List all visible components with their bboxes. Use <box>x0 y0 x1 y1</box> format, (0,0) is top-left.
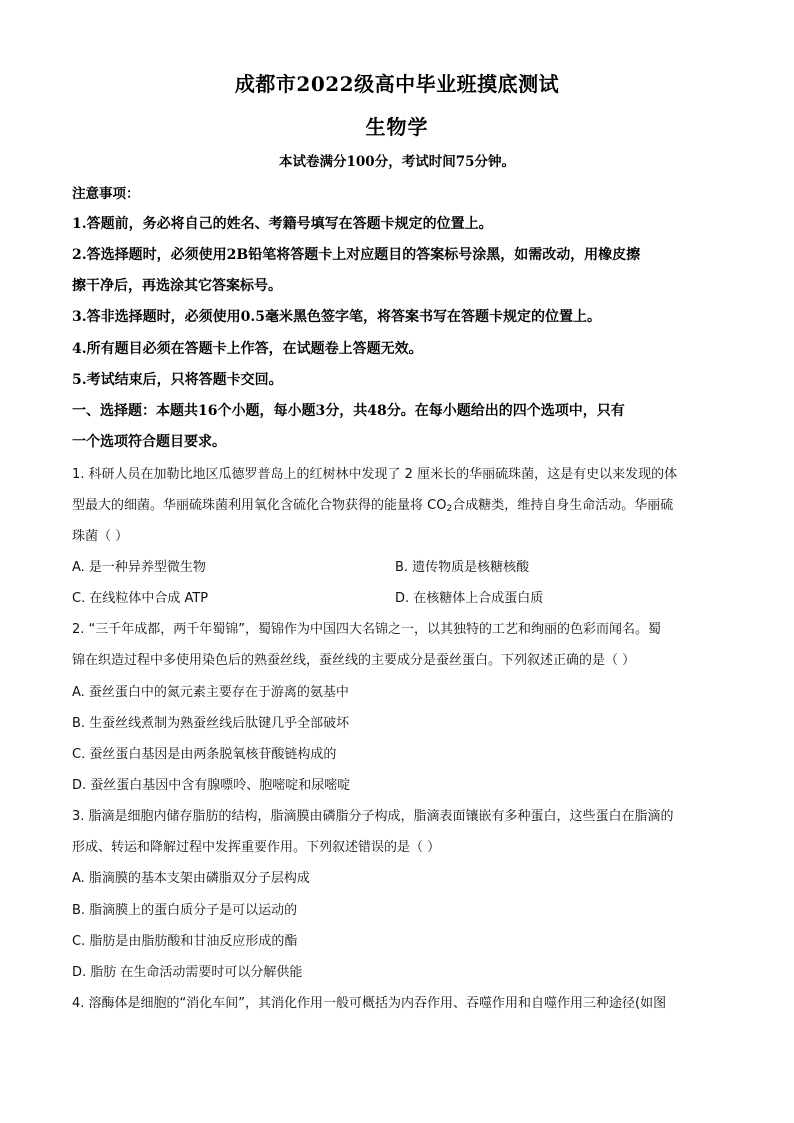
q3-stem-line-1: 3. 脂滴是细胞内储存脂肪的结构，脂滴膜由磷脂分子构成，脂滴表面镶嵌有多种蛋白，这些蛋白在脂滴的 <box>72 809 674 824</box>
q1-stem-line-1: 1. 科研人员在加勒比地区瓜德罗普岛上的红树林中发现了 2 厘米长的华丽硫珠菌，这是有史以来发现的体 <box>72 467 678 482</box>
q3-option-d: D. 脂肪 在生命活动需要时可以分解供能 <box>72 965 303 980</box>
section-1-heading-line-2: 一个选项符合题目要求。 <box>72 434 226 450</box>
note-item-2-line-2: 擦干净后，再选涂其它答案标号。 <box>72 278 282 294</box>
q1-option-d: D. 在核糖体上合成蛋白质 <box>395 591 544 606</box>
notes-heading: 注意事项： <box>72 186 140 202</box>
note-item-1: 1.答题前，务必将自己的姓名、考籍号填写在答题卡规定的位置上。 <box>72 216 493 232</box>
q1-option-c: C. 在线粒体中合成 ATP <box>72 591 209 606</box>
q4-stem-line-1: 4. 溶酶体是细胞的“消化车间”，其消化作用一般可概括为内吞作用、吞噬作用和自噬作用三种途径(如图 <box>72 996 667 1011</box>
q1-option-b: B. 遗传物质是核糖核酸 <box>395 560 530 575</box>
exam-title: 成都市2022级高中毕业班摸底测试 <box>234 72 560 96</box>
exam-subject: 生物学 <box>365 115 429 139</box>
q1-stem-line-2: 型最大的细菌。华丽硫珠菌利用氧化含硫化合物获得的能量将 $CO_2$合成糖类，维持自身生命活动。华丽硫 <box>72 498 674 514</box>
note-item-4: 4.所有题目必须在答题卡上作答，在试题卷上答题无效。 <box>72 341 423 357</box>
q2-option-d: D. 蚕丝蛋白基因中含有腺嘌呤、胞嘧啶和尿嘧啶 <box>72 778 351 793</box>
q1-stem-line-3: 珠菌（ ） <box>72 529 129 544</box>
q3-option-b: B. 脂滴膜上的蛋白质分子是可以运动的 <box>72 903 298 918</box>
q3-option-a: A. 脂滴膜的基本支架由磷脂双分子层构成 <box>72 871 310 886</box>
note-item-3: 3.答非选择题时，必须使用0.5毫米黑色签字笔，将答案书写在答题卡规定的位置上。 <box>72 309 601 325</box>
q2-option-c: C. 蚕丝蛋白基因是由两条脱氧核苷酸链构成的 <box>72 747 337 762</box>
exam-info: 本试卷满分100分，考试时间75分钟。 <box>279 154 515 170</box>
q3-stem-line-2: 形成、转运和降解过程中发挥重要作用。下列叙述错误的是（ ） <box>72 840 441 855</box>
q2-stem-line-1: 2. “三千年成都，两千年蜀锦”，蜀锦作为中国四大名锦之一，以其独特的工艺和绚丽的色彩而闻名。蜀 <box>72 622 662 637</box>
q2-option-b: B. 生蚕丝线煮制为熟蚕丝线后肽键几乎全部破坏 <box>72 716 350 731</box>
q2-stem-line-2: 锦在织造过程中多使用染色后的熟蚕丝线，蚕丝线的主要成分是蚕丝蛋白。下列叙述正确的是（ ） <box>72 653 636 668</box>
note-item-2-line-1: 2.答选择题时，必须使用2B铅笔将答题卡上对应题目的答案标号涂黑，如需改动，用橡皮擦 <box>72 247 641 263</box>
q3-option-c: C. 脂肪是由脂肪酸和甘油反应形成的酯 <box>72 934 298 949</box>
q2-option-a: A. 蚕丝蛋白中的氮元素主要存在于游离的氨基中 <box>72 685 349 700</box>
q1-option-a: A. 是一种异养型微生物 <box>72 560 206 575</box>
section-1-heading-line-1: 一、选择题：本题共16个小题，每小题3分，共48分。在每小题给出的四个选项中，只有 <box>72 403 625 419</box>
note-item-5: 5.考试结束后，只将答题卡交回。 <box>72 372 283 388</box>
